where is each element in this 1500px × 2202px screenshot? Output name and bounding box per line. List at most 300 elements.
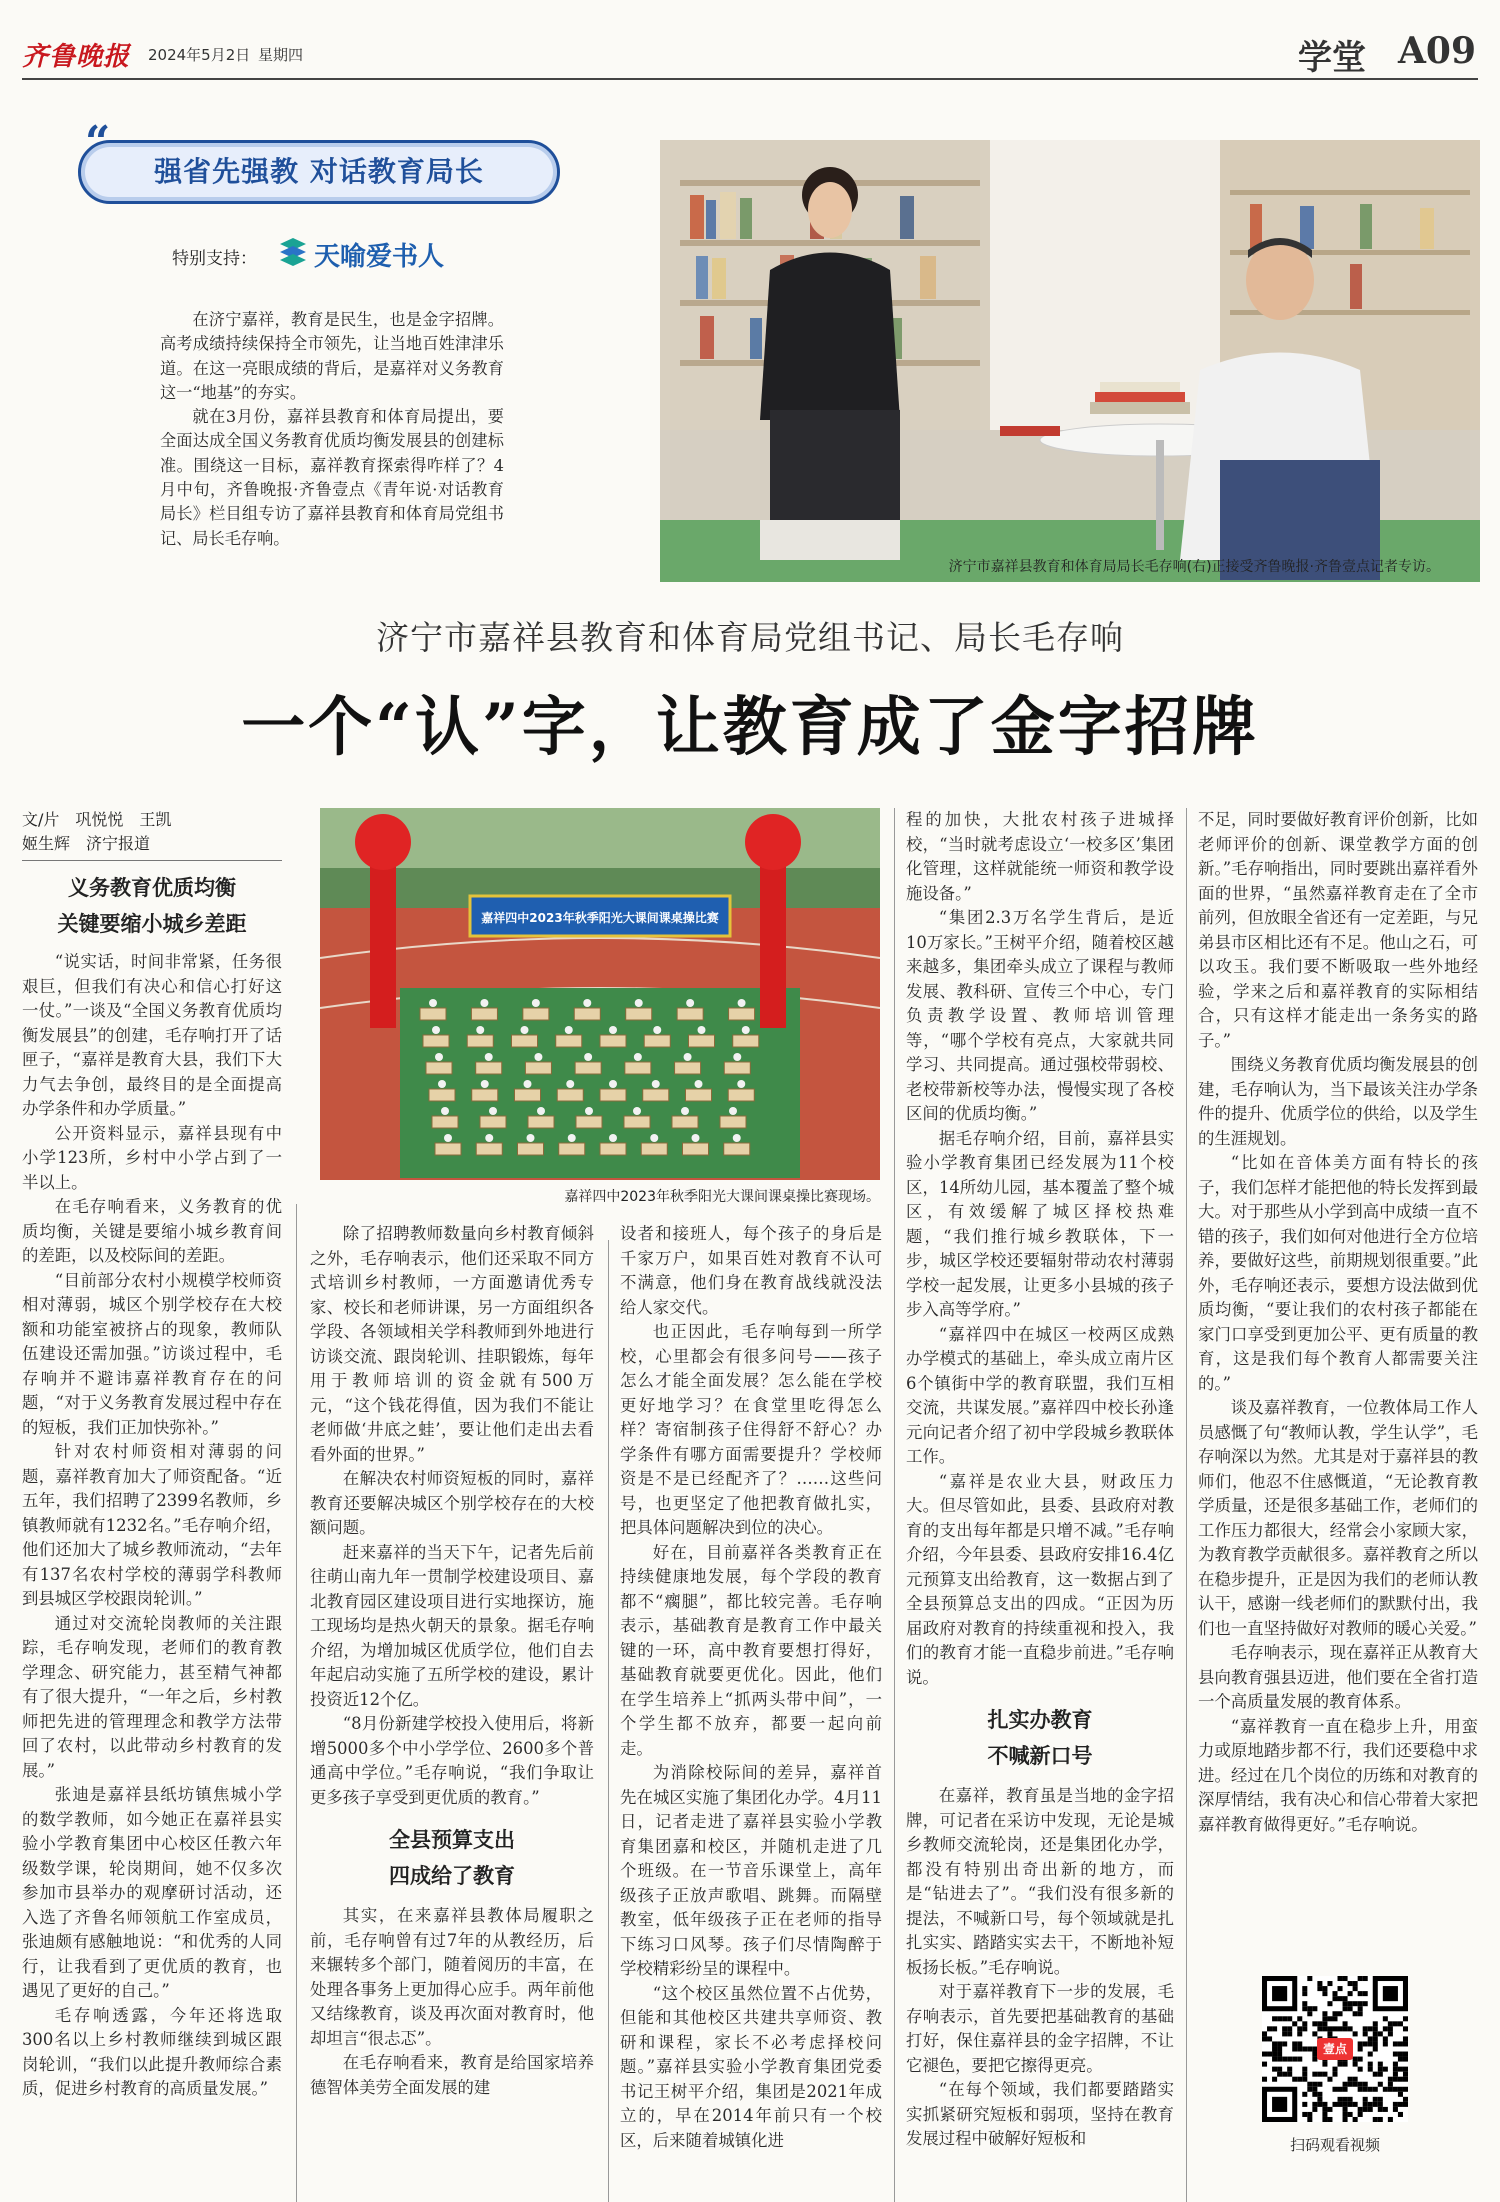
student-shape (444, 1134, 452, 1142)
qr-module (1368, 2087, 1373, 2092)
qr-module (1322, 1991, 1327, 1996)
qr-module (1277, 2052, 1282, 2057)
qr-module (1327, 2001, 1332, 2006)
desk-shape (523, 1008, 549, 1020)
qr-module (1297, 2016, 1302, 2021)
qr-module (1388, 2087, 1393, 2092)
article-paragraph: “集团2.3万名学生背后，是近10万家长。”王树平介绍，随着校区越来越多，集团牵头成立了课程与教师发展、教科研、宣传三个中心，专门负责教学设置、教师培训管理等，“哪个学校有亮点，大家就共同学习、共同提高。通过强校带弱校、老校带新校等办法，慢慢实现了各校区间的优质均衡。” (906, 908, 1174, 1123)
student-shape (537, 1107, 545, 1115)
qr-module (1383, 2067, 1388, 2072)
interview-scene-illustration (660, 140, 1480, 582)
qr-module (1327, 2117, 1332, 2122)
qr-module (1353, 2011, 1358, 2016)
qr-module (1272, 2057, 1277, 2062)
qr-module (1398, 2087, 1403, 2092)
qr-module (1388, 2077, 1393, 2082)
qr-module (1272, 2097, 1287, 2112)
qr-module (1332, 2072, 1337, 2077)
qr-module (1282, 2072, 1287, 2077)
qr-module (1398, 2057, 1403, 2062)
student-shape (489, 1107, 497, 1115)
desk-shape (720, 1116, 746, 1128)
qr-module (1403, 2026, 1408, 2031)
qr-module (1327, 2077, 1332, 2082)
student-shape (681, 1107, 689, 1115)
qr-module (1393, 2067, 1398, 2072)
qr-module (1378, 2107, 1383, 2112)
desk-shape (728, 1089, 754, 1101)
article-paragraph: 在嘉祥，教育虽是当地的金字招牌，可记者在采访中发现，无论是城乡教师交流轮岗，还是集团化办学，都没有特别出奇出新的地方，而是“钻进去了”。“我们没有很多新的提法，不喊新口号，每个领域就是扎扎实实、踏踏实实去干，不断地补短板扬长板。”毛存响说。 (906, 1786, 1174, 1977)
qr-module (1373, 2021, 1378, 2026)
qr-module (1368, 2107, 1373, 2112)
qr-module (1353, 2117, 1358, 2122)
desk-shape (689, 1035, 715, 1047)
qr-module (1388, 2117, 1393, 2122)
qr-module (1363, 2031, 1368, 2036)
qr-module (1398, 2077, 1403, 2082)
issue-weekday: 星期四 (258, 46, 304, 64)
qr-module (1348, 2112, 1353, 2117)
qr-module (1378, 2067, 1383, 2072)
article-paragraph: 不足，同时要做好教育评价创新，比如老师评价的创新、课堂教学方面的创新。”毛存响指出，同时要跳出嘉祥看外面的世界，“虽然嘉祥教育走在了全市前列，但放眼全省还有一定差距，与兄弟县市区相比还有不足。他山之石，可以攻玉。我们要不断吸取一些外地经验，学来之后和嘉祥教育的实际相结合，只有这样才能走出一条务实的路子。” (1198, 810, 1478, 1050)
student-shape (429, 999, 437, 1007)
qr-module (1373, 2026, 1378, 2031)
article-paragraph: 张迪是嘉祥县纸坊镇焦城小学的数学教师，如今她正在嘉祥县实验小学教育集团中心校区任教六年级数学课，轮岗期间，她不仅多次参加市县举办的观摩研讨活动，还入选了齐鲁名师领航工作室成员，张迪颇有感触地说：“和优秀的人同行，让我看到了更优质的教育，也遇见了更好的自己。” (22, 1785, 282, 2000)
column-divider (608, 1240, 609, 2202)
qr-module (1297, 2026, 1302, 2031)
qr-module (1332, 2067, 1337, 2072)
student-shape (634, 1053, 642, 1061)
qr-module (1302, 2026, 1307, 2031)
article-paragraph: “嘉祥四中在城区一校两区成熟办学模式的基础上，牵头成立南片区6个镇街中学的教育联盟，我们互相交流，共谋发展。”嘉祥四中校长孙逢元向记者介绍了初中学段城乡教联体工作。 (906, 1324, 1174, 1466)
qr-module (1373, 2036, 1378, 2041)
qr-module (1322, 2117, 1327, 2122)
article-paragraph: 围绕义务教育优质均衡发展县的创建，毛存响认为，当下最该关注办学条件的提升、优质学位的供给，以及学生的生涯规划。 (1198, 1055, 1478, 1148)
qr-module (1307, 2046, 1312, 2051)
qr-module (1277, 2067, 1282, 2072)
desk-shape (420, 1008, 446, 1020)
article-paragraph: “嘉祥是农业大县，财政压力大。但尽管如此，县委、县政府对教育的支出每年都是只增不减。”毛存响介绍，今年县委、县政府安排16.4亿元预算支出给教育，这一数据占到了全县预算总支出的四成。“正因为历届政府对教育的持续重视和投入，我们的教育才能一直稳步前进。”毛存响说。 (906, 1471, 1174, 1687)
section-heading (906, 1702, 1174, 1774)
qr-module (1358, 2046, 1363, 2051)
qr-module (1272, 2046, 1277, 2051)
qr-module (1332, 1996, 1337, 2001)
qr-module (1292, 2077, 1297, 2082)
qr-module (1348, 2102, 1353, 2107)
qr-module (1363, 2102, 1368, 2107)
qr-module (1302, 2092, 1307, 2097)
article-paragraph: 在毛存响看来，义务教育的优质均衡，关键是要缩小城乡教育间的差距，以及校际间的差距。 (22, 1197, 282, 1265)
qr-module (1373, 2102, 1378, 2107)
qr-module (1262, 2031, 1267, 2036)
qr-badge: 壹点 (1317, 2038, 1353, 2060)
qr-module (1353, 2062, 1358, 2067)
qr-module (1403, 2097, 1408, 2102)
qr-module (1398, 2102, 1403, 2107)
student-shape (633, 1107, 641, 1115)
desk-shape (672, 1116, 698, 1128)
qr-module (1297, 2031, 1302, 2036)
article-paragraph: 毛存响表示，现在嘉祥正从教育大县向教育强县迈进，他们要在全省打造一个高质量发展的教育体系。 (1198, 1643, 1478, 1711)
qr-module (1338, 2102, 1343, 2107)
qr-module (1403, 2087, 1408, 2092)
article-paragraph: 对于嘉祥教育下一步的发展，毛存响表示，首先要把基础教育的基础打好，保住嘉祥县的金字招牌，不让它褪色，要把它擦得更亮。 (906, 1982, 1174, 2075)
article-paragraph: 据毛存响介绍，目前，嘉祥县实验小学教育集团已经发展为11个校区，14所幼儿园，基本覆盖了整个城区，有效缓解了城区择校热难题，“我们推行城乡教联体，下一步，城区学校还要辐射带动农村薄弱学校一起发展，让更多小县城的孩子步入高等学府。” (906, 1128, 1174, 1319)
student-shape (438, 1080, 446, 1088)
qr-module (1358, 2107, 1363, 2112)
article-paragraph: 为消除校际间的差异，嘉祥首先在城区实施了集团化办学。4月11日，记者走进了嘉祥县实验小学教育集团嘉和校区，并随机走进了几个班级。在一节音乐课堂上，高年级孩子正放声歌唱、跳舞。而隔壁教室，低年级孩子正在老师的指导下练习口风琴。孩子们尽情陶醉于学校精彩纷呈的课程中。 (620, 1763, 882, 1978)
qr-module (1312, 2092, 1317, 2097)
qr-module (1353, 2001, 1358, 2006)
qr-module (1277, 2057, 1282, 2062)
qr-module (1348, 2097, 1353, 2102)
qr-module (1327, 1981, 1332, 1986)
qr-module (1368, 2102, 1373, 2107)
qr-module (1282, 2016, 1287, 2021)
student-shape (609, 1134, 617, 1142)
qr-module (1348, 2026, 1353, 2031)
qr-module (1383, 2036, 1388, 2041)
student-shape (566, 1080, 574, 1088)
student-shape (692, 1134, 700, 1142)
student-shape (524, 1080, 532, 1088)
student-shape (742, 1026, 750, 1034)
desk-shape (435, 1143, 461, 1155)
qr-module (1358, 1991, 1363, 1996)
article-paragraph: 公开资料显示，嘉祥县现有中小学123所，乡村中小学占到了一半以上。 (22, 1123, 282, 1192)
article-column-1 (22, 866, 282, 2202)
section-name: 学堂 (1298, 38, 1366, 78)
qr-module (1332, 2026, 1337, 2031)
article-column-4 (906, 808, 1174, 2202)
qr-module (1363, 2107, 1368, 2112)
qr-module (1322, 2062, 1327, 2067)
section-heading (22, 870, 282, 942)
qr-module (1353, 2082, 1358, 2087)
qr-module (1363, 1991, 1368, 1996)
student-shape (653, 1026, 661, 1034)
qr-module (1317, 2082, 1322, 2087)
qr-label: 扫码观看视频 (1289, 2136, 1380, 2154)
desk-shape (600, 1143, 626, 1155)
qr-module (1287, 2031, 1292, 2036)
desk-shape (625, 1062, 651, 1074)
column-divider (894, 808, 895, 2202)
desk-shape (729, 1008, 755, 1020)
student-shape (435, 1053, 443, 1061)
qr-module (1368, 2036, 1373, 2041)
section-heading-line-2: 四成给了教育 (389, 1864, 515, 1888)
sponsor-label: 特别支持： (172, 249, 257, 269)
student-shape (733, 1053, 741, 1061)
qr-module (1378, 2082, 1383, 2087)
qr-module (1388, 2026, 1393, 2031)
qr-module (1322, 1986, 1327, 1991)
desk-shape (432, 1116, 458, 1128)
qr-module (1393, 2077, 1398, 2082)
qr-module (1343, 1976, 1348, 1981)
qr-module (1373, 2097, 1378, 2102)
desk-shape (576, 1116, 602, 1128)
qr-module (1398, 2021, 1403, 2026)
qr-module (1317, 2092, 1322, 2097)
qr-module (1343, 2062, 1348, 2067)
qr-module (1307, 2006, 1312, 2011)
qr-module (1343, 2112, 1348, 2117)
qr-module (1358, 2041, 1363, 2046)
qr-module (1338, 2011, 1343, 2016)
student-shape (568, 1134, 576, 1142)
student-shape (480, 999, 488, 1007)
qr-module (1363, 2041, 1368, 2046)
student-shape (609, 1080, 617, 1088)
desk-shape (641, 1143, 667, 1155)
qr-module (1322, 2107, 1327, 2112)
qr-module (1292, 2046, 1297, 2051)
qr-module (1358, 2087, 1363, 2092)
desk-shape (429, 1089, 455, 1101)
qr-module (1312, 2102, 1317, 2107)
article-paragraph: 针对农村师资相对薄弱的问题，嘉祥教育加大了师资配备。“近五年，我们招聘了2399名教师，乡镇教师就有1232名。”毛存响介绍，他们还加大了城乡教师流动，“去年有137名农村学校的薄弱学科教师到县城区学校跟岗轮训。” (22, 1442, 282, 1608)
qr-module (1322, 2011, 1327, 2016)
student-shape (729, 1107, 737, 1115)
student-shape (650, 1134, 658, 1142)
qr-module (1393, 2062, 1398, 2067)
qr-module (1403, 2067, 1408, 2072)
byline-line-2: 姬生辉 济宁报道 (22, 834, 151, 853)
qr-module (1307, 2117, 1312, 2122)
qr-module (1312, 2072, 1317, 2077)
article-paragraph: “比如在音体美方面有特长的孩子，我们怎样才能把他的特长发挥到最大。对于那些从小学到高中成绩一直不错的孩子，我们如何对他进行全方位培养，要做好这些，前期规划很重要。”此外，毛存响还表示，要想方设法做到优质均衡，“要让我们的农村孩子都能在家门口享受到更加公平、更有质量的教育，这是我们每个教育人都需要关注的。” (1198, 1153, 1478, 1393)
qr-module (1262, 2052, 1267, 2057)
qr-code[interactable] (1262, 1976, 1408, 2122)
desk-shape (476, 1062, 502, 1074)
article-column-5 (1198, 808, 1478, 1968)
article-paragraph: 在解决农村师资短板的同时，嘉祥教育还要解决城区个别学校存在的大校额问题。 (310, 1469, 594, 1537)
qr-module (1378, 2072, 1383, 2077)
desk-shape (472, 1089, 498, 1101)
qr-module (1388, 2082, 1393, 2087)
qr-module (1302, 2112, 1307, 2117)
headline: 一个“认”字，让教育成了金字招牌 (241, 690, 1259, 765)
qr-module (1267, 2052, 1272, 2057)
qr-module (1307, 2087, 1312, 2092)
qr-module (1332, 2011, 1337, 2016)
qr-module (1297, 2057, 1302, 2062)
qr-module (1312, 2087, 1317, 2092)
qr-module (1302, 2021, 1307, 2026)
student-shape (733, 1134, 741, 1142)
desk-shape (600, 1035, 626, 1047)
qr-module (1338, 1986, 1343, 1991)
qr-module (1322, 2021, 1327, 2026)
article-paragraph: 谈及嘉祥教育，一位教体局工作人员感慨了句“教师认教，学生认学”，毛存响深以为然。尤其是对于嘉祥县的教师们，他忍不住感慨道，“无论教育教学质量，还是很多基础工作，老师们的工作压力都很大，经常会小家顾大家，为教育教学贡献很多。嘉祥教育之所以在稳步提升，正是因为我们的老师认教认干，感谢一线老师们的默默付出，我们也一直坚持做好对教师的暖心关爱。” (1198, 1398, 1478, 1638)
student-shape (737, 1080, 745, 1088)
qr-module (1398, 2067, 1403, 2072)
qr-module (1272, 2016, 1277, 2021)
qr-module (1332, 2016, 1337, 2021)
student-shape (485, 1134, 493, 1142)
qr-module (1403, 2041, 1408, 2046)
desk-shape (476, 1143, 502, 1155)
qr-module (1292, 2041, 1297, 2046)
desk-shape (528, 1116, 554, 1128)
qr-module (1388, 2021, 1393, 2026)
desk-shape (624, 1116, 650, 1128)
desk-shape (724, 1062, 750, 1074)
student-shape (485, 1053, 493, 1061)
qr-module (1343, 2117, 1348, 2122)
qr-module (1272, 2041, 1277, 2046)
qr-module (1287, 2026, 1292, 2031)
qr-module (1388, 2031, 1393, 2036)
desk-shape (512, 1035, 538, 1047)
qr-module (1358, 2011, 1363, 2016)
article-paragraph: “目前部分农村小规模学校师资相对薄弱，城区个别学校存在大校额和功能室被挤占的现象，教师队伍建设还需加强。”访谈过程中，毛存响并不避讳嘉祥教育存在的问题，“对于义务教育发展过程中存在的短板，我们正加快弥补。” (22, 1270, 282, 1437)
column-banner (78, 117, 560, 204)
student-shape (686, 999, 694, 1007)
qr-module (1393, 2041, 1398, 2046)
byline-line-1: 文/片 巩悦悦 王凯 (22, 810, 172, 829)
qr-module (1348, 2082, 1353, 2087)
student-shape (481, 1080, 489, 1088)
qr-module (1353, 2102, 1358, 2107)
qr-module (1353, 1986, 1358, 1991)
qr-module (1363, 2026, 1368, 2031)
student-shape (534, 1053, 542, 1061)
qr-module (1378, 2117, 1383, 2122)
qr-module (1332, 2087, 1337, 2092)
qr-module (1403, 2036, 1408, 2041)
qr-module (1343, 2082, 1348, 2087)
qr-module (1368, 2067, 1373, 2072)
qr-module (1348, 1991, 1353, 1996)
qr-module (1287, 2016, 1292, 2021)
article-paragraph: “嘉祥教育一直在稳步上升，用蛮力或原地踏步都不行，我们还要稳中求进。经过在几个岗位的历练和对教育的深厚情结，我有决心和信心带着大家把嘉祥教育做得更好。”毛存响说。 (1198, 1716, 1478, 1834)
qr-module (1403, 2077, 1408, 2082)
qr-module (1312, 2107, 1317, 2112)
student-shape (521, 1026, 529, 1034)
interview-photo-caption: 济宁市嘉祥县教育和体育局局长毛存响(右)正接受齐鲁晚报·齐鲁壹点记者专访。 (948, 559, 1440, 575)
qr-module (1292, 2057, 1297, 2062)
qr-module (1302, 1991, 1307, 1996)
article-paragraph: 赶来嘉祥的当天下午，记者先后前往萌山南九年一贯制学校建设项目、嘉北教育园区建设项目进行实地探访，施工现场均是热火朝天的景象。据毛存响介绍，为增加城区优质学位，他们自去年起启动实施了五所学校的建设，累计投资近12个亿。 (310, 1542, 594, 1709)
qr-module (1343, 2107, 1348, 2112)
qr-module (1307, 2011, 1312, 2016)
qr-module (1348, 2077, 1353, 2082)
article-paragraph: 毛存响透露，今年还将选取300名以上乡村教师继续到城区跟岗轮训，“我们以此提升教师综合素质，促进乡村教育的高质量发展。” (22, 2005, 282, 2098)
desk-shape (556, 1035, 582, 1047)
qr-module (1338, 2087, 1343, 2092)
qr-module (1398, 2092, 1403, 2097)
qr-module (1297, 2077, 1302, 2082)
column-banner-text: 强省先强教 对话教育局长 (154, 155, 484, 188)
qr-module (1398, 2041, 1403, 2046)
qr-module (1312, 2006, 1317, 2011)
qr-module (1343, 2026, 1348, 2031)
qr-module (1262, 2077, 1267, 2082)
qr-module (1317, 2026, 1322, 2031)
section-heading-line-1: 扎实办教育 (987, 1708, 1093, 1732)
qr-module (1317, 2102, 1322, 2107)
desk-shape (518, 1143, 544, 1155)
column-divider (296, 1204, 297, 2202)
qr-module (1282, 2041, 1287, 2046)
student-shape (698, 1026, 706, 1034)
qr-module (1363, 2087, 1368, 2092)
qr-module (1302, 2046, 1307, 2051)
qr-module (1373, 2072, 1378, 2077)
student-shape (532, 999, 540, 1007)
qr-module (1393, 2087, 1398, 2092)
qr-module (1302, 2072, 1307, 2077)
intro-text (160, 308, 504, 570)
qr-module (1368, 2062, 1373, 2067)
desk-shape (644, 1035, 670, 1047)
qr-module (1327, 2107, 1332, 2112)
desk-shape (575, 1062, 601, 1074)
qr-module (1383, 2107, 1388, 2112)
desk-shape (574, 1008, 600, 1020)
qr-module (1363, 2001, 1368, 2006)
student-shape (585, 1107, 593, 1115)
qr-module (1398, 2112, 1403, 2117)
qr-module (1343, 2102, 1348, 2107)
qr-module (1383, 1986, 1398, 2001)
qr-module (1378, 2062, 1383, 2067)
desk-shape (423, 1035, 449, 1047)
article-paragraph: “在每个领域，我们都要踏踏实实抓紧研究短板和弱项，坚持在教育发展过程中破解好短板和 (906, 2080, 1174, 2148)
intro-paragraph-1: 在济宁嘉祥，教育是民生，也是金字招牌。高考成绩持续保持全市领先，让当地百姓津津乐道。在这一亮眼成绩的背后，是嘉祥对义务教育这一“地基”的夯实。 (160, 310, 504, 402)
student-shape (684, 1053, 692, 1061)
article-paragraph: 程的加快，大批农村孩子进城择校，“当时就考虑设立‘一校多区’集团化管理，这样就能统一师资和教学设施设备。” (906, 810, 1174, 903)
qr-module (1338, 2062, 1343, 2067)
qr-module (1317, 2097, 1322, 2102)
desk-shape (733, 1035, 759, 1047)
qr-module (1317, 2072, 1322, 2077)
qr-module (1307, 2112, 1312, 2117)
qr-module (1292, 2021, 1297, 2026)
qr-module (1297, 2041, 1302, 2046)
desk-shape (467, 1035, 493, 1047)
qr-module (1403, 2052, 1408, 2057)
desk-shape (559, 1143, 585, 1155)
qr-module (1403, 2102, 1408, 2107)
article-paragraph: “8月份新建学校投入使用后，将新增5000多个中小学学位、2600多个普通高中学位。”毛存响说，“我们争取让更多孩子享受到更优质的教育。” (310, 1714, 594, 1807)
qr-module (1348, 2001, 1353, 2006)
desk-shape (525, 1062, 551, 1074)
article-paragraph: 通过对交流轮岗教师的关注跟踪，毛存响发现，老师们的教育教学理念、研究能力，甚至精气神都有了很大提升，“一年之后，乡村教师把先进的管理理念和教学方法带回了农村，以此带动乡村教育的发展。” (22, 1613, 282, 1780)
qr-module (1322, 2102, 1327, 2107)
qr-module (1272, 2052, 1277, 2057)
qr-module (1378, 2031, 1383, 2036)
desk-shape (677, 1008, 703, 1020)
desk-shape (683, 1143, 709, 1155)
section-heading (310, 1822, 594, 1894)
qr-module (1368, 2052, 1373, 2057)
qr-module (1373, 2087, 1378, 2092)
desk-shape (724, 1143, 750, 1155)
qr-module (1317, 2021, 1322, 2026)
qr-module (1272, 2026, 1277, 2031)
qr-module (1338, 1976, 1343, 1981)
qr-module (1358, 2006, 1363, 2011)
qr-module (1327, 2016, 1332, 2021)
qr-module (1383, 2041, 1388, 2046)
subtitle: 济宁市嘉祥县教育和体育局党组书记、局长毛存响 (376, 618, 1124, 657)
student-shape (584, 1053, 592, 1061)
qr-module (1282, 2031, 1287, 2036)
